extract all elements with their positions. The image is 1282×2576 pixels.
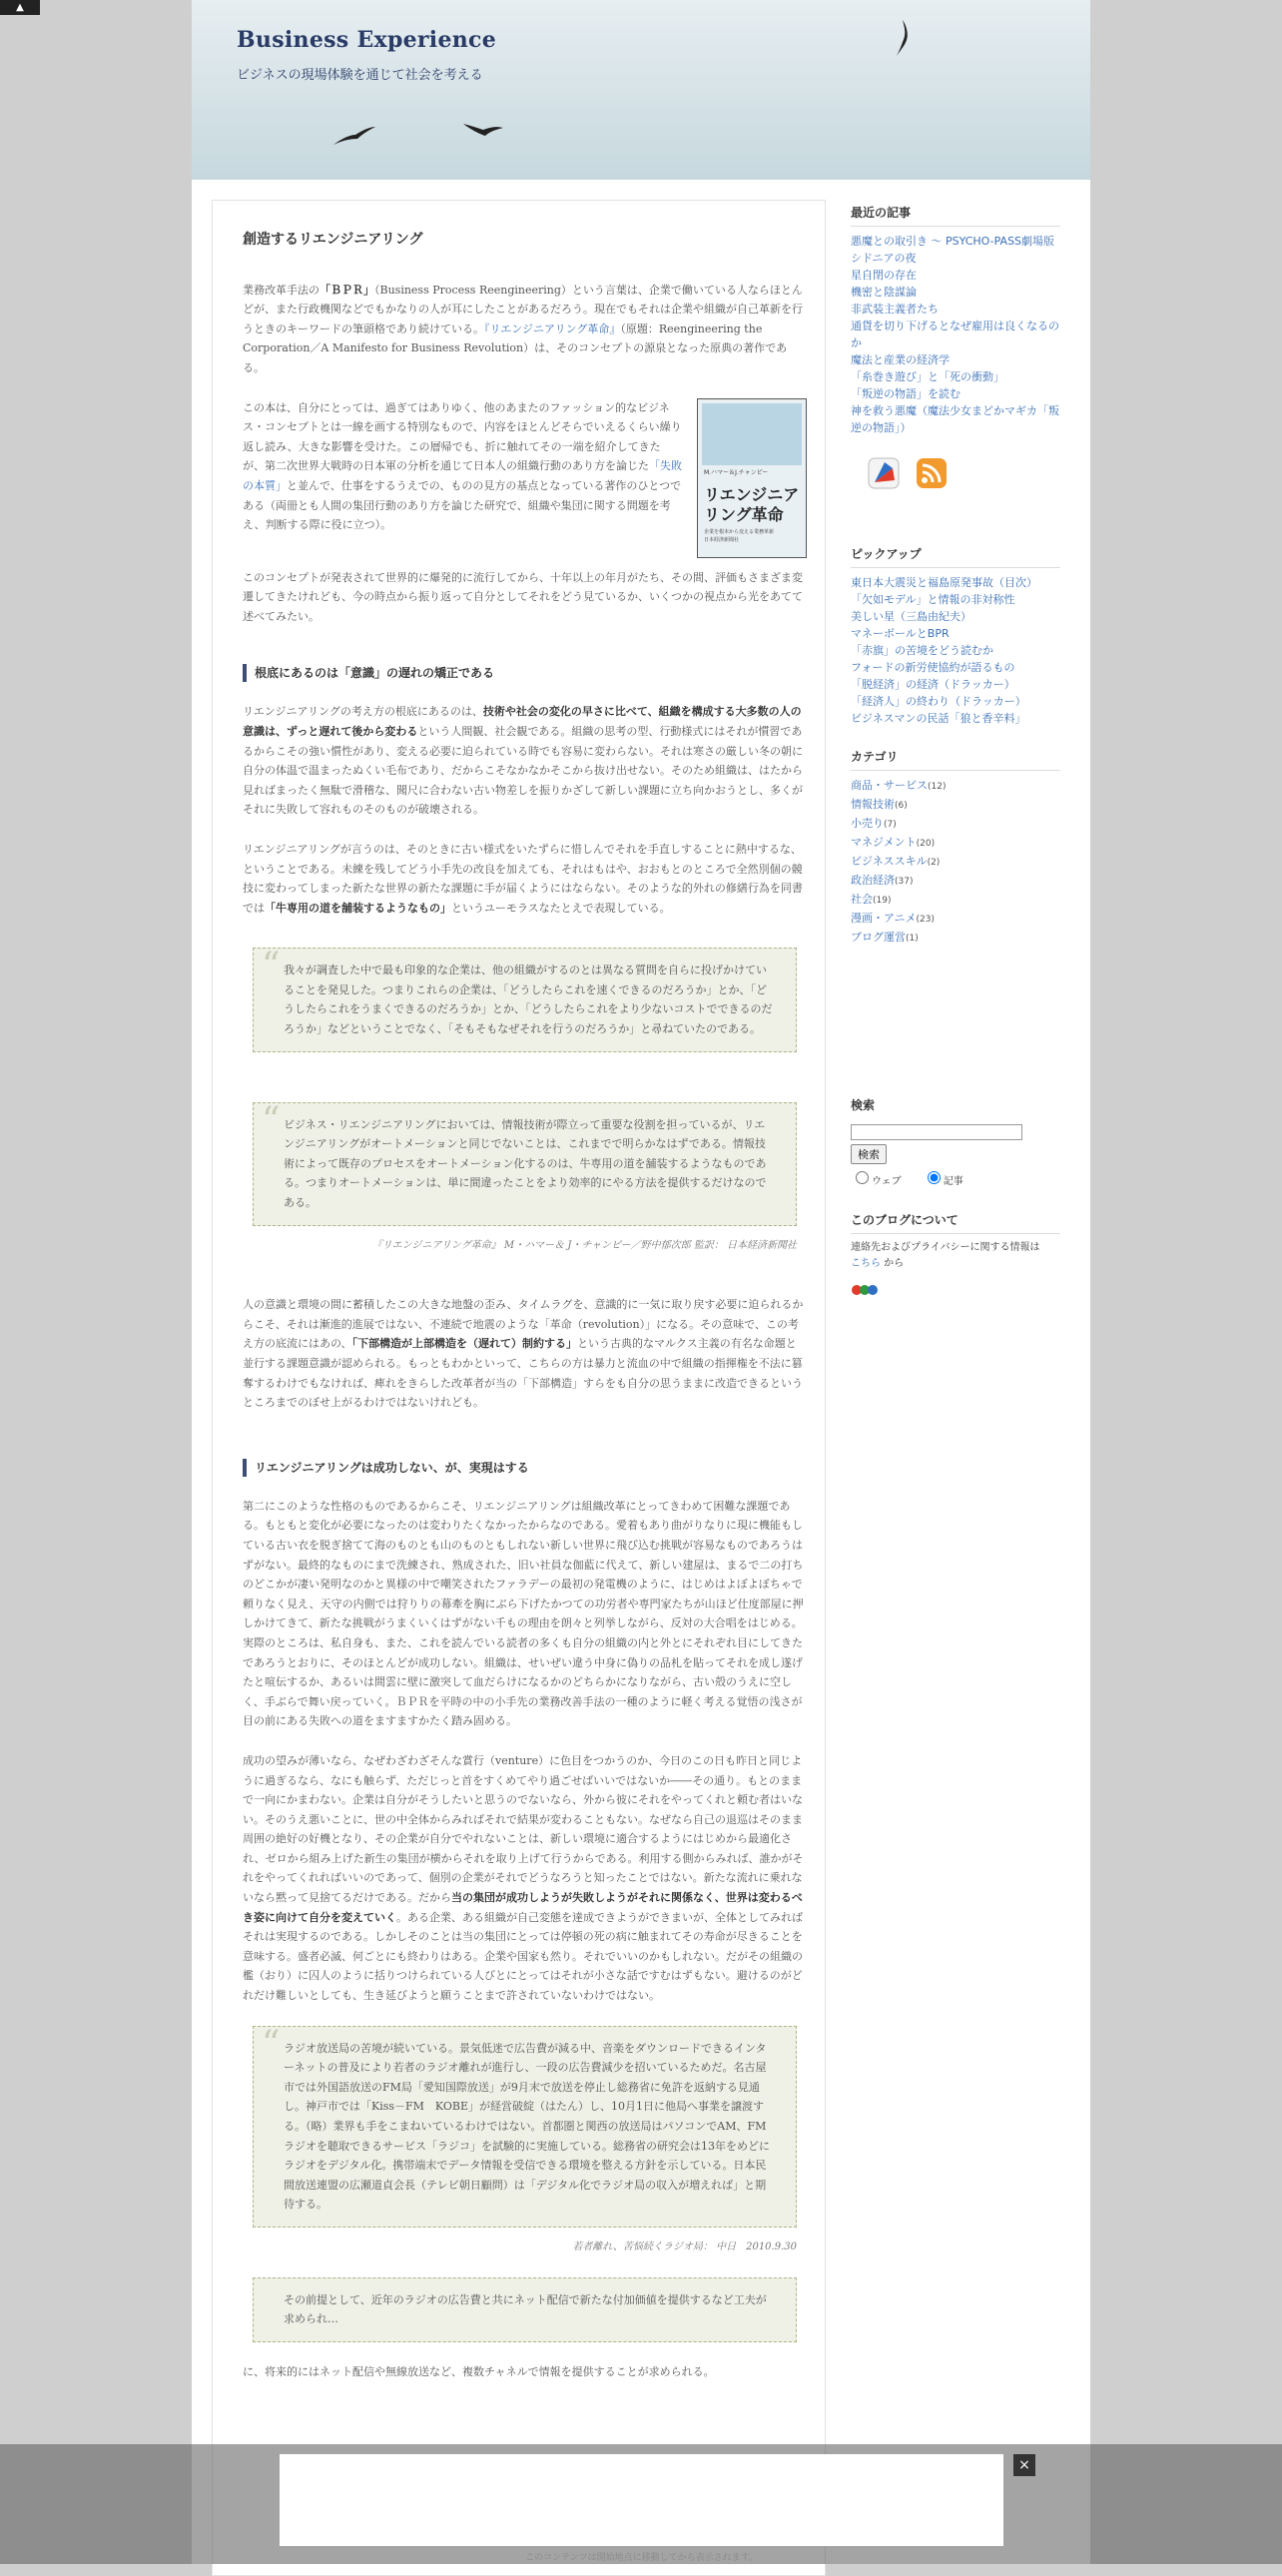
text: という古典的なマルクス主義の有名な命題と並行する課題意識が認められる。もっともわかといって、こちらの方は暴力と流血の中で組織の指揮権を不法に篡奪するわけでもなければ、痺れをきらした改革者が当の「下部構造」すらをも自分の思うままに改造できるというところまでのぼせ上がるわけではないけれども。 (243, 1337, 803, 1410)
recent-post-link[interactable]: 機密と陰謀論 (851, 286, 917, 299)
category-name: 小売り (851, 817, 884, 830)
book-cover-image[interactable] (697, 398, 807, 558)
bold-text: 「下部構造が上部構造を（遅れて）制約する」 (351, 1337, 578, 1351)
paragraph (243, 1295, 807, 1413)
about-text (851, 1240, 1060, 1272)
recent-post-link[interactable]: 通貨を切り下げるとなぜ雇用は良くなるのか (851, 320, 1059, 349)
category-link[interactable] (851, 872, 1060, 891)
category-link[interactable] (851, 796, 1060, 815)
recent-post-link[interactable]: 非武装主義者たち (851, 303, 939, 316)
quote-text: その前提として、近年のラジオの広告費と共にネット配信で新たな付加価値を提供するなど工夫が求められ… (284, 2292, 767, 2326)
pickup-link[interactable]: ビジネスマンの民話「狼と香辛料」 (851, 712, 1026, 725)
quote-mark-icon: “ (262, 1099, 281, 1141)
pickup-link[interactable]: 東日本大震災と福島原発事故（目次） (851, 576, 1037, 589)
pickup-link[interactable]: マネーボールとBPR (851, 627, 950, 640)
close-icon[interactable]: × (1013, 2454, 1035, 2476)
book-subtitle: 企業を根本から変える業務革新 (704, 528, 775, 535)
site-description: ビジネスの現場体験を通じて社会を考える (237, 68, 483, 83)
paragraph (243, 1751, 807, 2006)
widget-title: 最近の記事 (851, 205, 1060, 227)
pickup-link[interactable]: 美しい星（三島由紀夫） (851, 610, 971, 623)
text: （Business Process Reengineering）という言葉は、企業で働いている人ならほとんどが、また行政機関などでもかなりの人が耳にしたことがあるだろう。現在でもそれは企業や組織が自己革新を行うときのキーワードの筆頭格であり続けている。 (243, 283, 803, 335)
category-count: (20) (916, 839, 936, 849)
book-link[interactable]: 「失敗の本質」 (243, 459, 682, 492)
category-name: 情報技術 (851, 798, 895, 811)
text: というユーモラスなたとえで表現している。 (451, 901, 671, 915)
radio-web-label[interactable] (851, 1176, 902, 1187)
sidebar (851, 205, 1060, 1303)
pickup-link[interactable]: 「脱経済」の経済（ドラッカー） (851, 678, 1015, 691)
radio-label-text: ウェブ (872, 1175, 902, 1187)
category-name: ブログ運営 (851, 931, 906, 944)
recent-post-link[interactable]: 「叛逆の物語」を読む (851, 387, 961, 400)
blockquote (253, 948, 797, 1051)
category-count: (7) (884, 820, 897, 830)
book-author: M.ハマー＆J.チャンピー (704, 468, 769, 476)
pickup-link[interactable]: 「欠如モデル」と情報の非対称性 (851, 593, 1015, 606)
text: と並んで、仕事をするうえでの、ものの見方の基点となっている著作のひとつである（両冊とも人間の集団行動のあり方を論じた研究で、組織や集団に関する問題を考え、判断する際に役に立つ）。 (243, 478, 682, 532)
category-count: (6) (895, 801, 908, 811)
bird-icon (891, 18, 915, 58)
category-name: 漫画・アニメ (851, 912, 917, 925)
category-count: (37) (895, 877, 914, 887)
category-link[interactable] (851, 891, 1060, 910)
widget-title: このブログについて (851, 1212, 1060, 1234)
category-name: 政治経済 (851, 874, 895, 887)
quote-citation: 『リエンジニアリング革命』 M・ハマー＆ J・チャンピー／野中郁次郎 監訳： 日本経済新聞社 (371, 1239, 797, 1251)
quote-text: ビジネス・リエンジニアリングにおいては、情報技術が際立って重要な役割を担っているが、リエンジニアリングがオートメーションと同じでないことは、これまでで明らかなはずである。情報技術によって既存のプロセスをオートメーション化するのは、牛専用の道を舗装するようなものである。つまりオートメーションは、単に間違ったことをより効率的にやる方法を提供するだけなのである。 (284, 1117, 767, 1210)
section-heading: リエンジニアリングは成功しない、が、実現はする (243, 1459, 807, 1477)
section-heading: 根底にあるのは「意識」の遅れの矯正である (243, 664, 807, 682)
category-link[interactable] (851, 777, 1060, 796)
page-wrapper (192, 0, 1090, 2564)
text: この本は、自分にとっては、過ぎてはありゆく、他のあまたのファッション的なビジネス・コンセプトとは一線を画する特別なもので、内容をほとんどそらでいえるくらい繰り返し読み、大きな影響を受けた。この層帰でも、折に触れてその一端を紹介してきたが、第二次世界大戦時の日本軍の分析を通じて日本人の組織行動のあり方を論じた (243, 400, 682, 473)
pickup-link[interactable]: フォードの新労使協約が語るもの (851, 661, 1015, 674)
ad-overlay (0, 2444, 1282, 2564)
category-name: マネジメント (851, 836, 917, 849)
quote-text: 我々が調査した中で最も印象的な企業は、他の組織がするのとは異なる質問を自らに投げかけていることを発見した。つまりこれらの企業は、「どうしたらこれを速くできるのだろうか」とか、「どうしたらこれをうまくできるのだろうか」とか、「どうしたらこれをより少ないコストでできるのだろうか」などということでなく、「そもそもなぜそれを行うのだろうか」と尋ねていたのである。 (284, 964, 773, 1036)
text: （原題：Reengineering the Corporation／A Manifesto for Business Revolution）は、そのコンセプトの源泉となった原典の著作である。 (243, 322, 788, 374)
pickup-link[interactable]: 「赤旗」の苦境をどう読むか (851, 644, 993, 657)
category-count: (23) (916, 915, 935, 925)
quote-citation: 若者離れ、苦悩続くラジオ局： 中日 2010.9.30 (572, 2241, 797, 2253)
widget-title: ピックアップ (851, 546, 1060, 568)
category-name: 社会 (851, 893, 873, 906)
bold-text: 「牛専用の道を舗装するようなもの」 (265, 901, 451, 915)
feed-icons (851, 448, 1060, 498)
recent-post-link[interactable]: 星自閉の存在 (851, 269, 917, 282)
about-widget (851, 1212, 1060, 1303)
recent-post-link[interactable]: 「糸巻き遊び」と「死の衝動」 (851, 370, 1004, 383)
paragraph: このコンセプトが発表されて世界的に爆発的に流行してから、十年以上の年月がたち、その間、評価もさまざま変遷してきたけれども、今の時点から振り返って自分としてそれをどう見ているか、いくつかの視点から光をあてて述べてみたい。 (243, 570, 803, 623)
radio-blog-label[interactable] (923, 1176, 963, 1187)
article-title[interactable]: 創造するリエンジニアリング (243, 232, 423, 248)
text: リエンジニアリングが言うのは、そのときに古い様式をいたずらに惜しんでそれを手直しすることに熱中するな、ということである。未練を残してどう小手先の改良を加えても、それはもはや、おおもとのところで全然別個の競技に変わってしまった新たな世界の新たな課題に手が届くようにはならない。そのような的外れの修繕行為を同書では (243, 842, 803, 915)
ad-box[interactable] (280, 2454, 1003, 2546)
category-link[interactable] (851, 910, 1060, 929)
recent-posts-widget (851, 205, 1060, 436)
paragraph (243, 281, 807, 378)
text: という人間観、社会観である。組織の思考の型、行動様式にはそれが慣習であるからこその強い慣性があり、変える必要に迫られている時でも容易に変わらない。それは寒さの厳しい冬の朝に自分の体温で温まったぬくい毛布であり、だからこそなかなかそこから抜け出せない。そのため組織は、はたから見ればまったく無駄で滑稽な、聞尺に合わない古い物差しを振りかざして新しい課題に立ち向かおうとし、多くがそれに失敗して容れものそのものが破壊される。 (243, 724, 803, 817)
radio-label-text: 記事 (943, 1175, 963, 1187)
paragraph: 第二にこのような性格のものであるからこそ、リエンジニアリングは組織改革にとってきわめて困難な課題である。もともと変化が必要になったのは変わりたくなかったからなのである。愛着もあり曲がりなりに現に機能もしている古い衣を脱ぎ捨てて海のものとも山のものともしれない新しい世界に飛び込む挑戦が容易なものであろうはずがない。最終的なものにまで洗練され、熟成された、旧い社員な伽藍に代えて、新しい建屋は、まるで二の打ちのどこかが凄い発明なのかと異様の中で嘲笑されたファラデーの最初の発電機のように、はじめはよぼよぼちゃで頼りなく見え、天守の内側では狩りりの幕牽を胸にぶら下げたかつての功労者や専門家たちが山ほど仕度部屋に押しかけてきて、新たな挑戦がうまくいくはずがない千もの理由を朗々と列挙しながら、反対の大合唱をはじめる。実際のところは、私自身も、また、これを読んでいる読者の多くも自分の組織の内と外とにそれぞれ目にしてきたであろうとおりに、そのほとんどが成功しない。組織は、せいぜい違う中身に偽りの品札を貼ってそれを成し遂げたと喧伝するか、あるいは間雲に壁に激突して血だらけになるかのどちらかになりながら、古い殻のうえに空しく、手ぶらで舞い戻っていく。ＢＰＲを平時の中の小手先の業務改善手法の一種のように軽く考える覚悟の浅さが目の前にある失敗への道をますますかたく踏み固める。 (243, 1499, 804, 1728)
site-title[interactable]: Business Experience (237, 27, 497, 53)
article (243, 231, 807, 2401)
category-count: (1) (906, 934, 919, 944)
recent-post-link[interactable]: 魔法と産業の経済学 (851, 353, 950, 366)
bold-text: 当の集団が成功しようが失敗しようがそれに関係なく、世界は変わるべき姿に向けて自分を変えていく (243, 1891, 803, 1924)
search-button[interactable]: 検索 (851, 1144, 887, 1164)
category-link[interactable] (851, 853, 1060, 872)
recent-post-link[interactable]: シドニアの夜 (851, 252, 917, 265)
book-cover-art (702, 403, 802, 465)
category-count: (12) (928, 782, 947, 792)
widget-title: カテゴリ (851, 749, 1060, 771)
corner-badge: ▲ (0, 0, 40, 15)
search-widget (851, 1097, 1060, 1190)
bird-icon (331, 125, 377, 147)
category-name: 商品・サービス (851, 779, 928, 792)
category-name: ビジネススキル (851, 855, 928, 868)
bookmark-icon[interactable] (865, 454, 903, 492)
about-suffix: から (881, 1257, 905, 1269)
category-widget (851, 749, 1060, 948)
main-content (212, 200, 826, 2576)
book-publisher: 日本経済新聞社 (704, 536, 740, 543)
about-link[interactable]: こちら (851, 1257, 881, 1269)
blockquote (253, 2277, 797, 2342)
bird-icon (461, 118, 505, 140)
quote-text: ラジオ放送局の苦境が続いている。景気低迷で広告費が減る中、音楽をダウンロードできるインターネットの普及により若者のラジオ離れが進行し、一段の広告費減少を招いているためだ。名古屋市では外国語放送のFM局「愛知国際放送」が9月末で放送を停止し総務省に免許を返納する見通し。神戸市では「Kiss－FM KOBE」が経営破綻（はたん）し、10月1日に他局へ事業を譲渡する。（略）業界も手をこまねいているわけではない。首都圏と関西の放送局はパソコンでAM、FMラジオを聴取できるサービス「ラジコ」を試験的に実施している。総務省の研究会は13年をめどにラジオをデジタル化。携帯端末でデータ情報を受信できる環境を整える方針を示している。日本民間放送連盟の広瀬道貞会長（テレビ朝日顧問）は「デジタル化でラジオ局の収入が増えれば」と期待する。 (284, 2041, 770, 2212)
text: リエンジニアリングの考え方の根底にあるのは、 (243, 705, 483, 719)
radio-web[interactable] (856, 1171, 869, 1184)
text: 人の意識と環境の間に蓄積したこの大きな地盤の歪み、タイムラグを、意識的に一気に取り戻す必要に迫られるからこそ、それは漸進的進展ではない、不連続で地震のような「革命（revolution）」になる。その意味で、この考え方の底流にはあの、 (243, 1298, 804, 1351)
blog-badge-icon[interactable] (851, 1282, 881, 1298)
search-scope (851, 1168, 1060, 1190)
overlay-footer-text: このコンテンツは開始地点に移動してから表示されます。 (525, 2553, 758, 2563)
paragraph (243, 840, 807, 918)
text: 業務改革手法の (243, 283, 320, 297)
category-link[interactable] (851, 815, 1060, 834)
search-input[interactable] (851, 1124, 1022, 1140)
book-title: リエンジニアリング革命 (704, 484, 800, 524)
category-link[interactable] (851, 834, 1060, 853)
site-header (192, 0, 1090, 180)
recent-post-link[interactable]: 神を救う悪魔（魔法少女まどかマギカ「叛逆の物語」） (851, 404, 1059, 434)
paragraph (243, 702, 807, 820)
about-description: 連絡先およびプライバシーに関する情報は (851, 1241, 1040, 1253)
category-count: (2) (927, 858, 941, 868)
category-link[interactable] (851, 929, 1060, 948)
book-link[interactable]: 『リエンジニアリング革命』 (484, 322, 621, 335)
quote-mark-icon: “ (262, 2023, 281, 2065)
widget-title: 検索 (851, 1098, 876, 1112)
bold-text: 技術や社会の変化の早さに比べて、組織を構成する大多数の人の意識は、ずっと遅れて後から変わる (243, 705, 802, 738)
pickup-link[interactable]: 「経済人」の終わり（ドラッカー） (851, 695, 1026, 708)
pickup-widget (851, 546, 1060, 727)
blockquote (253, 1099, 797, 1226)
text: 。ある企業、ある組織が自己変態を達成できようができまいが、全体としてみればそれは実現するのである。しかしそのことは当の集団にとっては停頓の死の病に触まれてその寿命が尽きることを意味する。盛者必滅、何ごとにも終わりはある。企業や国家も然り。それでいいのかもしれない。だがその組織の檻（おり）に囚人のように括りつけられている人びとにとってはそれが小さな話ですむはずもない。避けるのがどれだけ難しいとしても、生き延びようと願うことまで許されていないわけではない。 (243, 1910, 803, 2003)
text: 成功の望みが薄いなら、なぜわざわざそんな賞行（venture）に色目をつかうのか、今日のこの日も昨日と同じように過ぎるなら、なにも触らず、ただじっと首をすくめてやり過ごせばいいではないか――その通り。もとのままで一向にかまわない。企業は自分がそうしたいと思うのでないなら、外から彼にそれをやってくれと頼む者はいない。そのうえ悪いことに、世の中全体からみればそれで結果が変わることもない。なぜなら自己の退巡はそのまま周囲の絶好の好機となり、その企業が自分でやれないことは、新しい環境に適合するようにはじめから最適化され、ゼロから組み上げた新生の集団が横からそれを取り上げて行うからである。利用する側からみれば、誰かがそれをやってくれればいいのであって、個別の企業がそれでどうなろうと知ったことではない。新たな流れに乗れないなら黙って見捨てるだけである。だから (243, 1753, 804, 1905)
quote-mark-icon: “ (262, 946, 281, 987)
paragraph: に、将来的にはネット配信や無線放送など、複数チャネルで情報を提供することが求められる。 (243, 2364, 715, 2378)
category-count: (19) (873, 896, 892, 906)
radio-blog[interactable] (928, 1171, 941, 1184)
blockquote (253, 2023, 797, 2228)
rss-feed-icon[interactable] (913, 454, 951, 492)
recent-post-link[interactable]: 悪魔との取引き ～ PSYCHO-PASS劇場版 (851, 235, 1055, 248)
bold-text: 「ＢＰＲ」 (320, 283, 374, 297)
